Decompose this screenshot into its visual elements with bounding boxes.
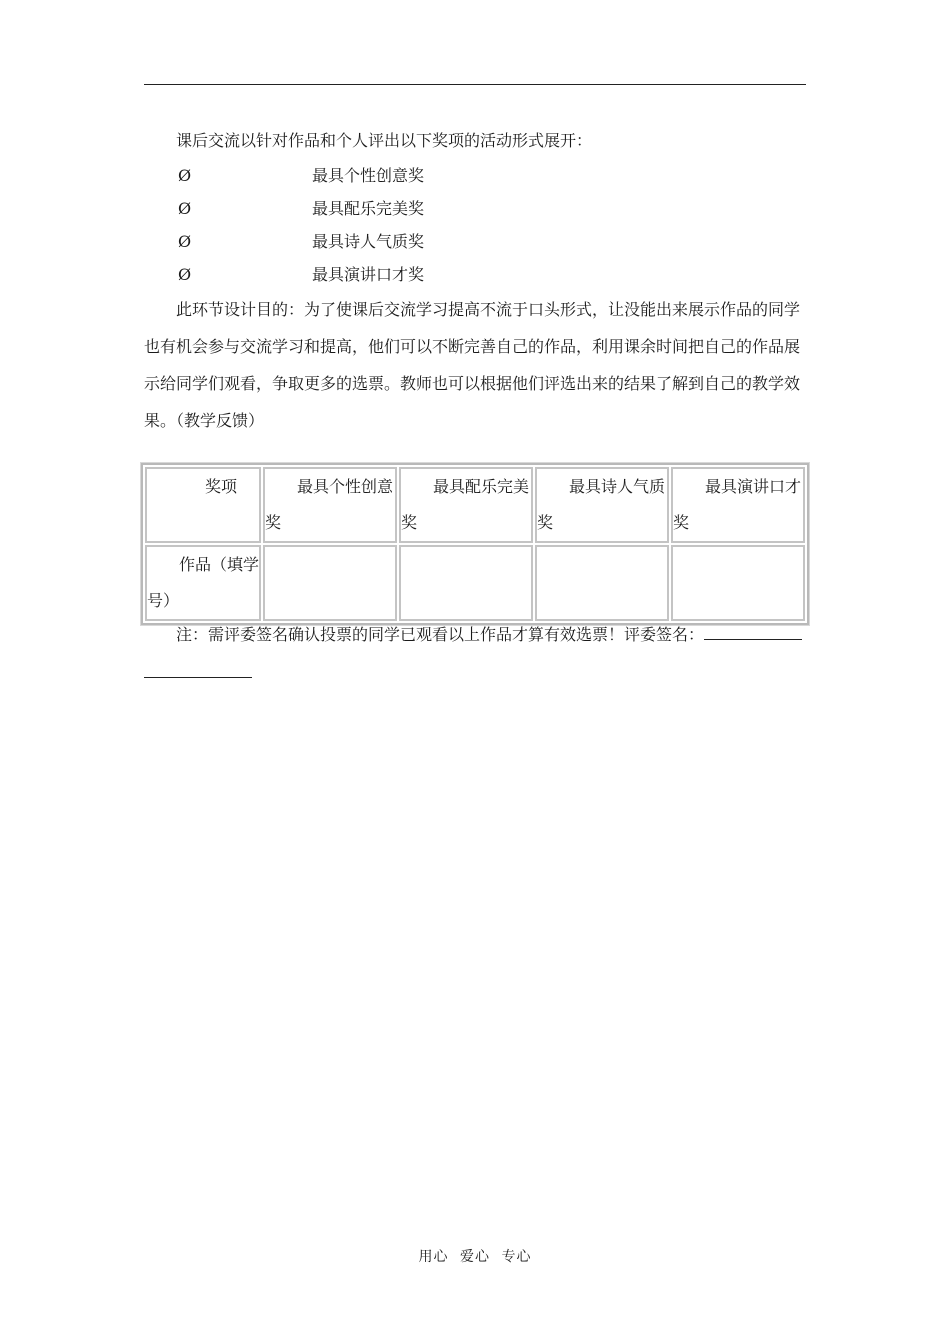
award-list-item xyxy=(144,159,810,192)
header-rule xyxy=(144,84,806,85)
table-header-cell: 奖项 xyxy=(145,467,261,543)
signature-blank[interactable] xyxy=(704,623,802,640)
page-footer: 用心 爱心 专心 xyxy=(418,1249,532,1265)
award-list-item xyxy=(144,258,810,291)
award-name: 最具个性创意奖 xyxy=(312,166,425,185)
award-name: 最具配乐完美奖 xyxy=(312,199,425,218)
table-header-cell: 最具演讲口才奖 xyxy=(671,467,805,543)
entry-cell[interactable] xyxy=(535,545,669,621)
table-row xyxy=(145,545,805,621)
note-paragraph xyxy=(144,619,824,651)
award-vote-table xyxy=(141,463,809,625)
bullet-mark: Ø xyxy=(178,265,192,284)
table-header-cell: 最具个性创意奖 xyxy=(263,467,397,543)
table-header-row xyxy=(145,467,805,543)
bullet-mark: Ø xyxy=(178,232,192,251)
award-list-item xyxy=(144,192,810,225)
intro-paragraph: 课后交流以针对作品和个人评出以下奖项的活动形式展开： xyxy=(176,131,593,150)
bullet-mark: Ø xyxy=(178,199,192,218)
table-header-cell: 最具配乐完美奖 xyxy=(399,467,533,543)
document-body xyxy=(144,122,810,439)
award-list-item xyxy=(144,225,810,258)
entry-cell[interactable] xyxy=(263,545,397,621)
award-name: 最具演讲口才奖 xyxy=(312,265,425,284)
entry-cell[interactable] xyxy=(399,545,533,621)
note-text: 注：需评委签名确认投票的同学已观看以上作品才算有效选票！评委签名： xyxy=(176,625,705,644)
entry-cell[interactable] xyxy=(671,545,805,621)
row-label-cell: 作品（填学号） xyxy=(145,545,261,621)
signature-blank-continued[interactable] xyxy=(144,677,252,678)
bullet-mark: Ø xyxy=(178,166,192,185)
purpose-paragraph: 此环节设计目的：为了使课后交流学习提高不流于口头形式，让没能出来展示作品的同学也有机会参与交流学习和提高，他们可以不断完善自己的作品，利用课余时间把自己的作品展示给同学们观看，争取更多的选票。教师也可以根据他们评选出来的结果了解到自己的教学效果。（教学反馈） xyxy=(144,300,801,430)
table-header-cell: 最具诗人气质奖 xyxy=(535,467,669,543)
award-name: 最具诗人气质奖 xyxy=(312,232,425,251)
